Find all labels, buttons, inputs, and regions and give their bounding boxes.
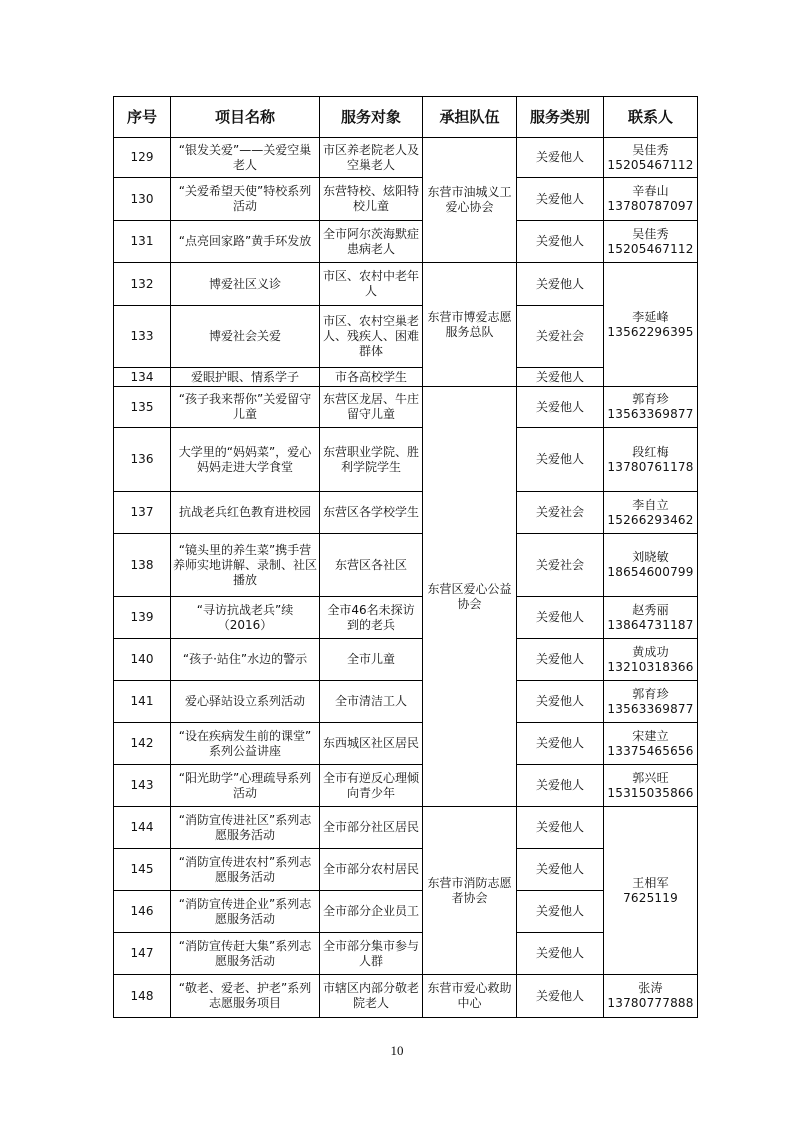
contact: 黄成功 13210318366: [604, 639, 698, 681]
table-row: [114, 765, 698, 807]
service-category: 关爱他人: [517, 681, 604, 723]
service-category: 关爱社会: [517, 492, 604, 534]
contact: 郭育珍 13563369877: [604, 387, 698, 428]
contact: 吴佳秀 15205467112: [604, 138, 698, 178]
project-name: “镜头里的养生菜”携手营养师实地讲解、录制、社区播放: [171, 534, 320, 597]
row-no: 142: [114, 723, 171, 765]
service-target: 全市部分企业员工: [320, 891, 423, 933]
service-category: 关爱他人: [517, 387, 604, 428]
service-category: 关爱他人: [517, 849, 604, 891]
header-target: 服务对象: [320, 97, 423, 138]
header-project: 项目名称: [171, 97, 320, 138]
row-no: 141: [114, 681, 171, 723]
row-no: 129: [114, 138, 171, 178]
row-no: 145: [114, 849, 171, 891]
row-no: 139: [114, 597, 171, 639]
table-row: [114, 178, 698, 221]
header-team: 承担队伍: [423, 97, 517, 138]
service-category: 关爱他人: [517, 178, 604, 221]
project-name: “设在疾病发生前的课堂” 系列公益讲座: [171, 723, 320, 765]
service-target: 市区、农村空巢老人、残疾人、困难群体: [320, 306, 423, 368]
contact: 赵秀丽 13864731187: [604, 597, 698, 639]
row-no: 132: [114, 263, 171, 306]
project-name: “消防宣传进农村”系列志愿服务活动: [171, 849, 320, 891]
header-no: 序号: [114, 97, 171, 138]
service-target: 全市儿童: [320, 639, 423, 681]
row-no: 136: [114, 428, 171, 492]
service-category: 关爱他人: [517, 138, 604, 178]
project-name: “消防宣传进社区”系列志愿服务活动: [171, 807, 320, 849]
table-row: [114, 975, 698, 1018]
contact: 郭育珍 13563369877: [604, 681, 698, 723]
service-category: 关爱他人: [517, 263, 604, 306]
contact: 宋建立 13375465656: [604, 723, 698, 765]
table-row: [114, 723, 698, 765]
project-name: “阳光助学”心理疏导系列活动: [171, 765, 320, 807]
row-no: 146: [114, 891, 171, 933]
service-target: 东营区各学校学生: [320, 492, 423, 534]
service-target: 全市部分农村居民: [320, 849, 423, 891]
service-target: 全市清洁工人: [320, 681, 423, 723]
service-target: 市各高校学生: [320, 368, 423, 387]
team-name: 东营市消防志愿者协会: [423, 807, 517, 975]
table-row: [114, 221, 698, 263]
service-category: 关爱他人: [517, 639, 604, 681]
contact: 李延峰 13562296395: [604, 263, 698, 387]
table-row: [114, 428, 698, 492]
service-target: 市辖区内部分敬老院老人: [320, 975, 423, 1018]
project-name: 大学里的“妈妈菜”，爱心妈妈走进大学食堂: [171, 428, 320, 492]
service-category: 关爱他人: [517, 975, 604, 1018]
service-target: 全市部分集市参与人群: [320, 933, 423, 975]
project-name: 抗战老兵红色教育进校园: [171, 492, 320, 534]
service-category: 关爱他人: [517, 723, 604, 765]
table-header-row: [114, 97, 698, 138]
service-target: 东营区各社区: [320, 534, 423, 597]
row-no: 147: [114, 933, 171, 975]
table-row: [114, 807, 698, 849]
row-no: 135: [114, 387, 171, 428]
service-target: 全市阿尔茨海默症患病老人: [320, 221, 423, 263]
service-target: 全市有逆反心理倾向青少年: [320, 765, 423, 807]
row-no: 130: [114, 178, 171, 221]
project-name: “关爱希望天使”特校系列活动: [171, 178, 320, 221]
project-name: 博爱社会关爱: [171, 306, 320, 368]
service-category: 关爱他人: [517, 428, 604, 492]
service-target: 东营特校、炫阳特校儿童: [320, 178, 423, 221]
project-name: “敬老、爱老、护老”系列志愿服务项目: [171, 975, 320, 1018]
contact: 张涛 13780777888: [604, 975, 698, 1018]
project-name: 博爱社区义诊: [171, 263, 320, 306]
table-row: [114, 681, 698, 723]
team-name: 东营市爱心救助中心: [423, 975, 517, 1018]
table-row: [114, 534, 698, 597]
service-category: 关爱社会: [517, 534, 604, 597]
volunteer-project-table: [113, 96, 698, 1018]
row-no: 131: [114, 221, 171, 263]
contact: 段红梅 13780761178: [604, 428, 698, 492]
row-no: 144: [114, 807, 171, 849]
project-name: 爱眼护眼、情系学子: [171, 368, 320, 387]
project-name: 爱心驿站设立系列活动: [171, 681, 320, 723]
project-name: “银发关爱”——关爱空巢老人: [171, 138, 320, 178]
row-no: 134: [114, 368, 171, 387]
project-name: “孩子·站住”水边的警示: [171, 639, 320, 681]
contact: 郭兴旺 15315035866: [604, 765, 698, 807]
contact: 辛春山 13780787097: [604, 178, 698, 221]
team-name: 东营市油城义工爱心协会: [423, 138, 517, 263]
service-category: 关爱他人: [517, 221, 604, 263]
table-row: [114, 639, 698, 681]
project-name: “寻访抗战老兵”续（2016）: [171, 597, 320, 639]
service-target: 市区养老院老人及空巢老人: [320, 138, 423, 178]
table-row: [114, 492, 698, 534]
service-category: 关爱他人: [517, 933, 604, 975]
service-target: 全市部分社区居民: [320, 807, 423, 849]
service-category: 关爱他人: [517, 891, 604, 933]
header-contact: 联系人: [604, 97, 698, 138]
contact: 刘晓敏 18654600799: [604, 534, 698, 597]
row-no: 143: [114, 765, 171, 807]
service-category: 关爱社会: [517, 306, 604, 368]
row-no: 133: [114, 306, 171, 368]
row-no: 137: [114, 492, 171, 534]
service-target: 东营职业学院、胜利学院学生: [320, 428, 423, 492]
row-no: 138: [114, 534, 171, 597]
page-number: 10: [390, 1043, 404, 1058]
project-name: “消防宣传赶大集”系列志愿服务活动: [171, 933, 320, 975]
row-no: 148: [114, 975, 171, 1018]
table-row: [114, 263, 698, 306]
project-name: “点亮回家路”黄手环发放: [171, 221, 320, 263]
service-category: 关爱他人: [517, 368, 604, 387]
service-category: 关爱他人: [517, 765, 604, 807]
table-row: [114, 138, 698, 178]
service-category: 关爱他人: [517, 807, 604, 849]
service-target: 东营区龙居、牛庄留守儿童: [320, 387, 423, 428]
contact: 王相军 7625119: [604, 807, 698, 975]
team-name: 东营市博爱志愿服务总队: [423, 263, 517, 387]
team-name: 东营区爱心公益协会: [423, 387, 517, 807]
table-row: [114, 597, 698, 639]
service-target: 东西城区社区居民: [320, 723, 423, 765]
project-name: “消防宣传进企业”系列志愿服务活动: [171, 891, 320, 933]
service-category: 关爱他人: [517, 597, 604, 639]
service-target: 市区、农村中老年人: [320, 263, 423, 306]
contact: 吴佳秀 15205467112: [604, 221, 698, 263]
row-no: 140: [114, 639, 171, 681]
header-category: 服务类别: [517, 97, 604, 138]
table-row: [114, 387, 698, 428]
contact: 李自立 15266293462: [604, 492, 698, 534]
service-target: 全市46名未探访到的老兵: [320, 597, 423, 639]
project-name: “孩子我来帮你”关爱留守儿童: [171, 387, 320, 428]
